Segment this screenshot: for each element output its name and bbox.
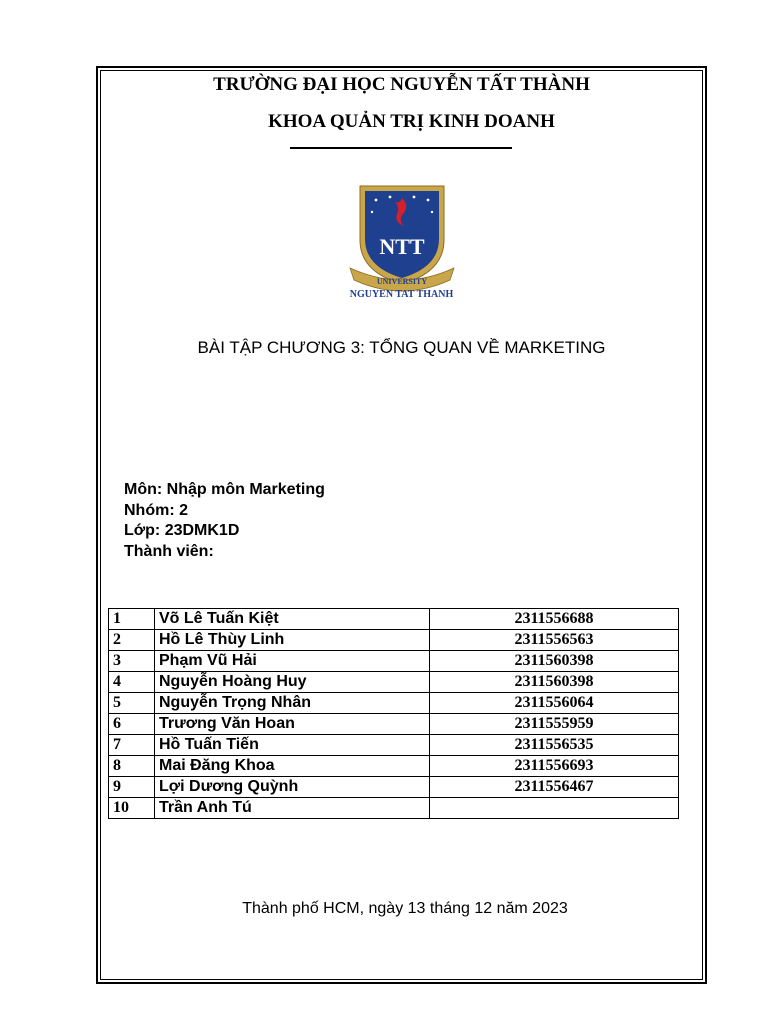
member-id: 2311556693 [430, 756, 679, 777]
member-name: Võ Lê Tuấn Kiệt [155, 609, 430, 630]
logo-ribbon-text: UNIVERSITY [376, 277, 428, 286]
table-row [109, 714, 679, 735]
members-table [108, 608, 679, 819]
member-number: 10 [109, 798, 155, 819]
member-name: Trần Anh Tú [155, 798, 430, 819]
member-id [430, 798, 679, 819]
table-row [109, 651, 679, 672]
member-number: 3 [109, 651, 155, 672]
date-line: Thành phố HCM, ngày 13 tháng 12 năm 2023 [242, 900, 568, 917]
group-line: Nhóm: 2 [124, 501, 188, 519]
member-number: 9 [109, 777, 155, 798]
member-number: 1 [109, 609, 155, 630]
table-row [109, 777, 679, 798]
table-row [109, 672, 679, 693]
member-name: Trương Văn Hoan [155, 714, 430, 735]
university-title: TRƯỜNG ĐẠI HỌC NGUYỄN TẤT THÀNH [213, 74, 590, 95]
ntt-logo-graphic [346, 180, 458, 304]
member-id: 2311556064 [430, 693, 679, 714]
logo-caption: NGUYEN TAT THANH [349, 289, 454, 300]
member-id: 2311560398 [430, 672, 679, 693]
member-number: 8 [109, 756, 155, 777]
assignment-title: BÀI TẬP CHƯƠNG 3: TỔNG QUAN VỀ MARKETING [197, 338, 606, 357]
class-line: Lớp: 23DMK1D [124, 522, 240, 539]
member-name: Hồ Tuấn Tiến [155, 735, 430, 756]
member-number: 7 [109, 735, 155, 756]
member-number: 2 [109, 630, 155, 651]
member-id: 2311556563 [430, 630, 679, 651]
member-number: 6 [109, 714, 155, 735]
member-id: 2311556535 [430, 735, 679, 756]
member-id: 2311555959 [430, 714, 679, 735]
table-row [109, 693, 679, 714]
table-row [109, 756, 679, 777]
member-id: 2311556688 [430, 609, 679, 630]
course-info [124, 480, 325, 562]
table-row [109, 735, 679, 756]
member-name: Mai Đăng Khoa [155, 756, 430, 777]
member-name: Nguyễn Hoàng Huy [155, 672, 430, 693]
member-name: Nguyễn Trọng Nhân [155, 693, 430, 714]
faculty-title: KHOA QUẢN TRỊ KINH DOANH [268, 111, 555, 132]
member-id: 2311560398 [430, 651, 679, 672]
header-divider [290, 147, 512, 149]
member-number: 5 [109, 693, 155, 714]
member-name: Phạm Vũ Hải [155, 651, 430, 672]
members-label: Thành viên: [124, 542, 214, 560]
table-row [109, 798, 679, 819]
subject-line: Môn: Nhập môn Marketing [124, 481, 325, 498]
member-name: Hồ Lê Thùy Linh [155, 630, 430, 651]
member-name: Lợi Dương Quỳnh [155, 777, 430, 798]
member-number: 4 [109, 672, 155, 693]
table-row [109, 609, 679, 630]
logo-monogram: NTT [379, 234, 425, 259]
university-logo [346, 180, 458, 304]
table-row [109, 630, 679, 651]
member-id: 2311556467 [430, 777, 679, 798]
